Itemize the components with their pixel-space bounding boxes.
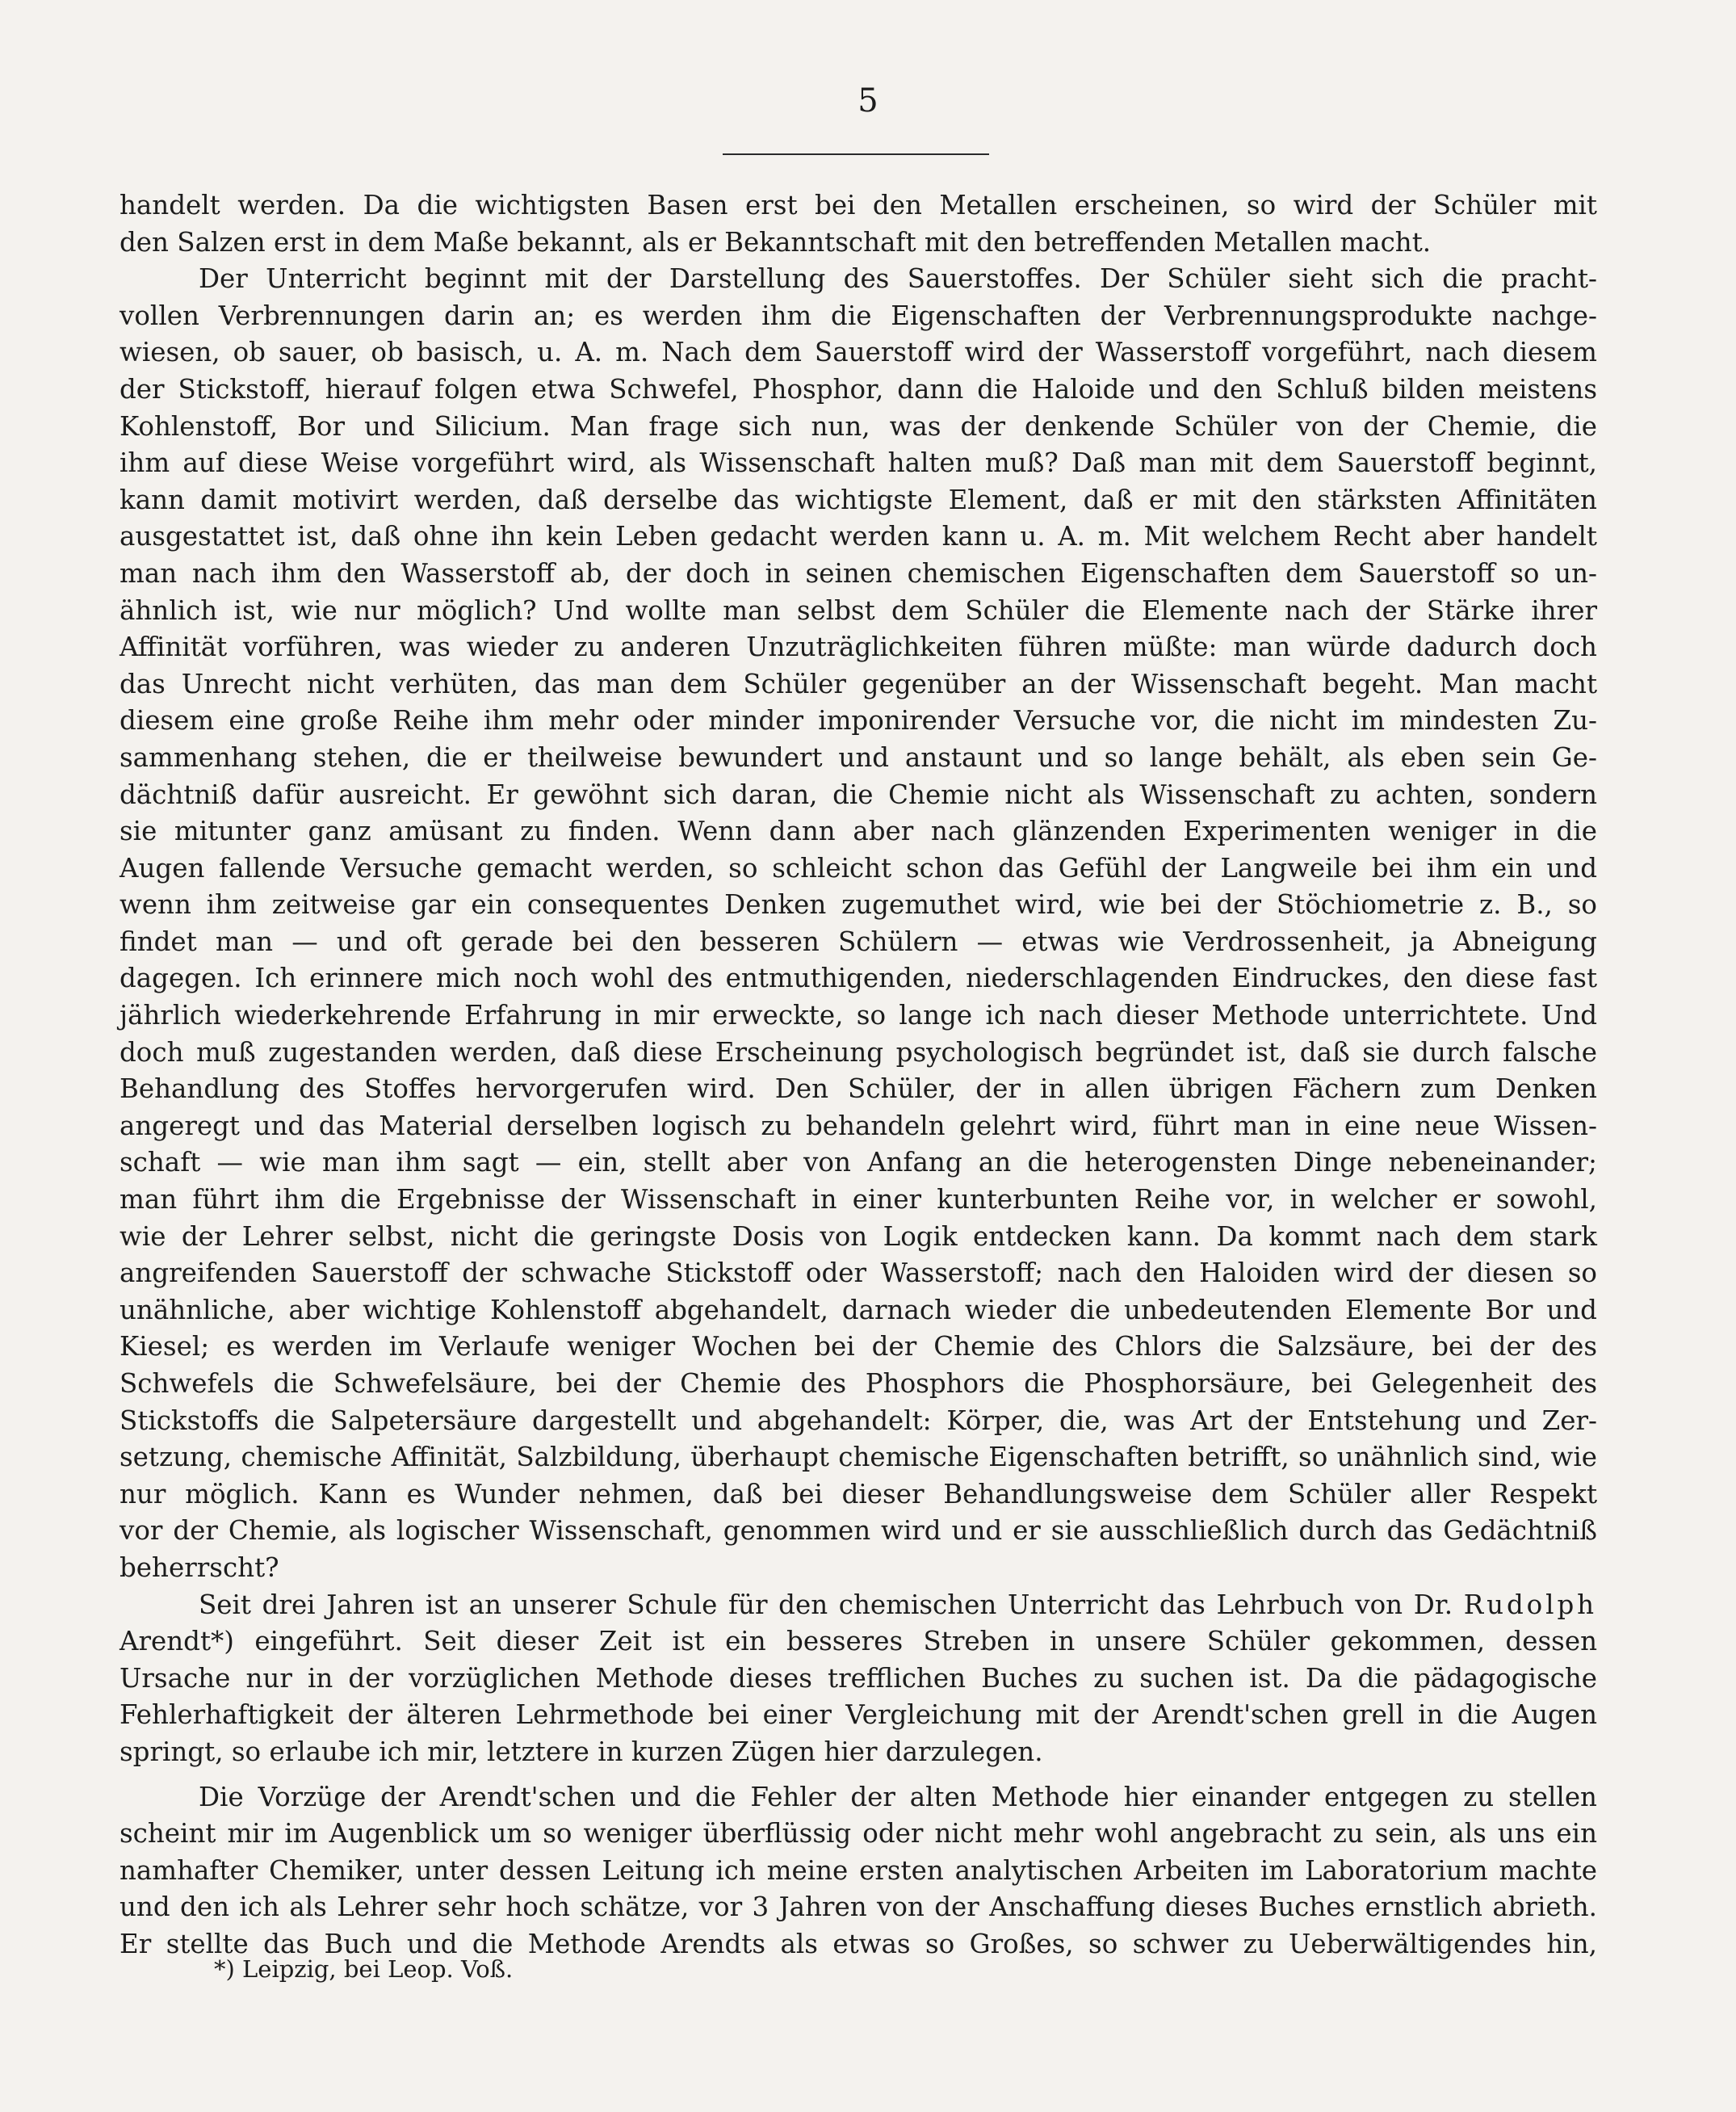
text-line: der Stickstoff, hierauf folgen etwa Schwefel, Phosphor, dann die Haloide und den Schluß bilden meistens [120,373,1597,405]
paragraph-old-method [120,261,1597,1586]
text-line: Behandlung des Stoffes hervorgerufen wird. Den Schüler, der in allen übrigen Fächern zum Denken [120,1073,1597,1105]
text-line: ihm auf diese Weise vorgeführt wird, als Wissenschaft halten muß? Daß man mit dem Sauerstoff beginnt, [120,447,1597,479]
text-line: kann damit motivirt werden, daß derselbe das wichtigste Element, daß er mit den stärksten Affinitäten [120,484,1597,515]
text-line: Affinität vorführen, was wieder zu anderen Unzuträglichkeiten führen müßte: man würde dadurch doch [120,632,1597,663]
text-line: vollen Verbrennungen darin an; es werden ihm die Eigenschaften der Verbrennungsprodukte nachge- [120,300,1597,331]
text-line: doch muß zugestanden werden, daß diese Erscheinung psychologisch begründet ist, daß sie durch falsche [120,1036,1597,1068]
text-line: Arendt*) eingeführt. Seit dieser Zeit ist ein besseres Streben in unsere Schüler gekommen, dessen [120,1626,1597,1657]
text-line: Augen fallende Versuche gemacht werden, so schleicht schon das Gefühl der Langweile bei ihm ein und [120,852,1597,884]
text-line: man nach ihm den Wasserstoff ab, der doch in seinen chemischen Eigenschaften dem Sauerstoff so un- [120,557,1597,589]
paragraph-continuation [120,187,1597,225]
text-line: springt, so erlaube ich mir, letztere in kurzen Zügen hier darzulegen. [120,1736,1043,1767]
text-line: ähnlich ist, wie nur möglich? Und wollte man selbst dem Schüler die Elemente nach der Stärke ihrer [120,594,1597,626]
text-line: dagegen. Ich erinnere mich noch wohl des entmuthigenden, niederschlagenden Eindruckes, den diese fast [120,963,1597,994]
text-line: diesem eine große Reihe ihm mehr oder minder imponirender Versuche vor, die nicht im mindesten Zu- [120,705,1597,737]
text-line: Der Unterricht beginnt mit der Darstellung des Sauerstoffes. Der Schüler sieht sich die pracht- [199,263,1597,295]
text-line: Fehlerhaftigkeit der älteren Lehrmethode bei einer Vergleichung mit der Arendt'schen grell in die Augen [120,1699,1597,1731]
text-line: Er stellte das Buch und die Methode Arendts als etwas so Großes, so schwer zu Ueberwältigendes hin, [120,1928,1597,1959]
page-number: 5 [858,82,878,120]
text-line: Stickstoffs die Salpetersäure dargestellt und abgehandelt: Körper, die, was Art der Entstehung und Zer- [120,1405,1597,1436]
text-line: angeregt und das Material derselben logisch zu behandeln gelehrt wird, führt man in eine neue Wissen- [120,1110,1597,1141]
text-line: das Unrecht nicht verhüten, das man dem Schüler gegenüber an der Wissenschaft begeht. Man macht [120,668,1597,699]
text-line: unähnliche, aber wichtige Kohlenstoff abgehandelt, darnach wieder die unbedeutenden Elemente Bor und [120,1294,1597,1325]
text-line: sammenhang stehen, die er theilweise bewundert und anstaunt und so lange behält, als eben sein Ge- [120,741,1597,773]
text-line: handelt werden. Da die wichtigsten Basen erst bei den Metallen erscheinen, so wird der Schüler mit [120,190,1597,220]
text-line [120,1587,1597,1624]
text-line: ausgestattet ist, daß ohne ihn kein Leben gedacht werden kann u. A. m. Mit welchem Recht aber handelt [120,521,1597,552]
text-line: jährlich wiederkehrende Erfahrung in mir erweckte, so lange ich nach dieser Methode unterrichtete. Und [120,1000,1597,1031]
text-line: wenn ihm zeitweise gar ein consequentes Denken zugemuthet wird, wie bei der Stöchiometrie z. B., so [120,889,1597,921]
text-line: Schwefels die Schwefelsäure, bei der Chemie des Phosphors die Phosphorsäure, bei Gelegenheit des [120,1368,1597,1399]
text-line: setzung, chemische Affinität, Salzbildung, überhaupt chemische Eigenschaften betrifft, so unähnlich sind, wie [120,1442,1597,1473]
text-line: findet man — und oft gerade bei den besseren Schülern — etwas wie Verdrossenheit, ja Abneigung [120,926,1597,957]
text-line: wiesen, ob sauer, ob basisch, u. A. m. Nach dem Sauerstoff wird der Wasserstoff vorgeführt, nach diesem [120,337,1597,368]
text-line: scheint mir im Augenblick um so weniger überflüssig oder nicht mehr wohl angebracht zu sein, als uns ein [120,1818,1597,1850]
paragraph-continuation [120,225,1597,262]
text-line: nur möglich. Kann es Wunder nehmen, daß bei dieser Behandlungsweise dem Schüler aller Respekt [120,1478,1597,1509]
text-line: Kohlenstoff, Bor und Silicium. Man frage sich nun, was der denkende Schüler von der Chemie, die [120,410,1597,442]
footnote: *) Leipzig, bei Leop. Voß. [214,1955,514,1983]
text-line: beherrscht? [120,1551,279,1583]
text-line: sie mitunter ganz amüsant zu finden. Wenn dann aber nach glänzenden Experimenten weniger in die [120,816,1597,847]
body-text [120,187,1597,1963]
text-line: Die Vorzüge der Arendt'schen und die Fehler der alten Methode hier einander entgegen zu stellen [199,1781,1597,1812]
header-rule [723,153,989,155]
text-line: Kiesel; es werden im Verlaufe weniger Wochen bei der Chemie des Chlors die Salzsäure, bei der des [120,1331,1597,1363]
text-line: man führt ihm die Ergebnisse der Wissenschaft in einer kunterbunten Reihe vor, in welcher er sowohl, [120,1184,1597,1216]
text-line: den Salzen erst in dem Maße bekannt, als er Bekanntschaft mit den betreffenden Metallen macht. [120,226,1432,258]
text-line: schaft — wie man ihm sagt — ein, stellt aber von Anfang an die heterogensten Dinge nebeneinander; [120,1147,1597,1178]
text-line: angreifenden Sauerstoff der schwache Stickstoff oder Wasserstoff; nach den Haloiden wird der diesen so [120,1258,1597,1289]
paragraph-arendt-textbook [120,1587,1597,1771]
text-line: vor der Chemie, als logischer Wissenschaft, genommen wird und er sie ausschließlich durch das Gedächtniß [120,1515,1597,1547]
text-line: namhafter Chemiker, unter dessen Leitung ich meine ersten analytischen Arbeiten im Laboratorium machte [120,1854,1597,1886]
text-line: Ursache nur in der vorzüglichen Methode dieses trefflichen Buches zu suchen ist. Da die pädagogische [120,1662,1597,1694]
text-line-start: Seit drei Jahren ist an unserer Schule für den chemischen Unterricht das Lehrbuch von Dr. [199,1589,1453,1620]
text-line: dächtniß dafür ausreicht. Er gewöhnt sich daran, die Chemie nicht als Wissenschaft zu achten, sondern [120,779,1597,810]
author-name: Rudolph [1463,1589,1597,1620]
paragraph-comparison [120,1779,1597,1963]
text-line: und den ich als Lehrer sehr hoch schätze, vor 3 Jahren von der Anschaffung dieses Buches ernstlich abrieth. [120,1892,1597,1923]
text-line: wie der Lehrer selbst, nicht die geringste Dosis von Logik entdecken kann. Da kommt nach dem stark [120,1220,1597,1252]
